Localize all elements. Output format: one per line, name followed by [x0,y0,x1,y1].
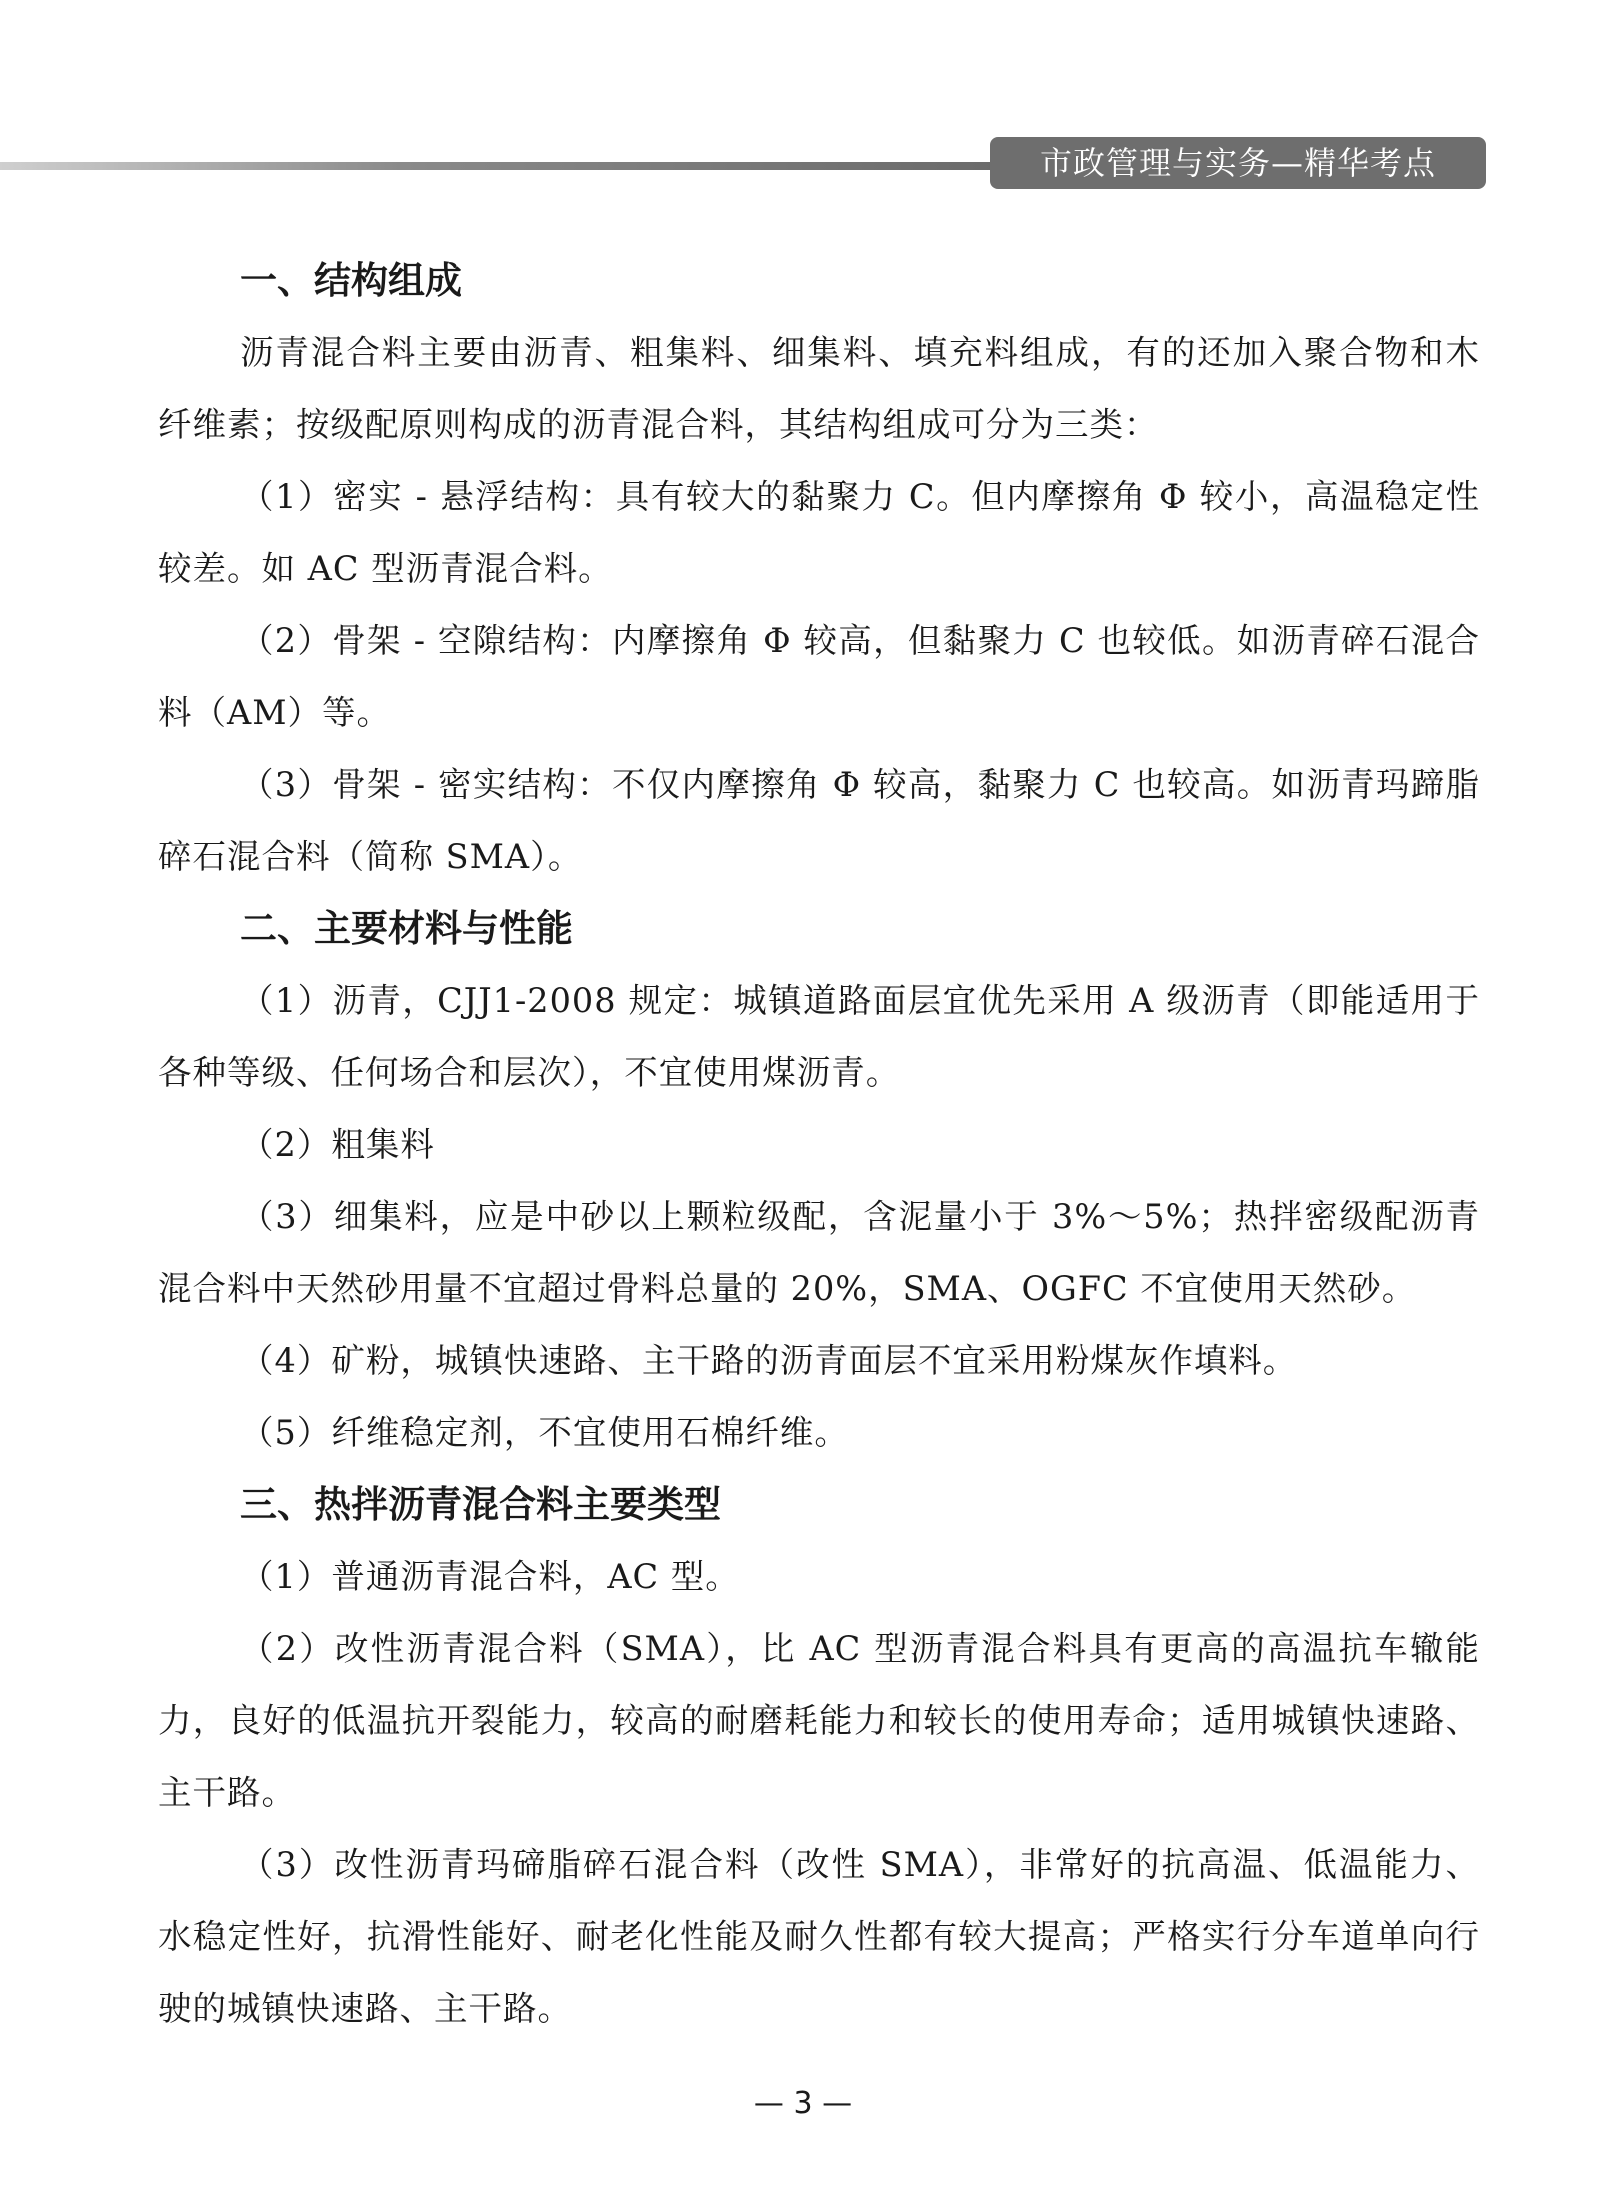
page-number: — 3 — [753,2086,853,2121]
paragraph: （2）骨架 - 空隙结构：内摩擦角 Φ 较高，但黏聚力 C 也较低。如沥青碎石混合料（AM）等。 [158,621,1480,732]
paragraph: （3）改性沥青玛碲脂碎石混合料（改性 SMA），非常好的抗高温、低温能力、水稳定性好，抗滑性能好、耐老化性能及耐久性都有较大提高；严格实行分车道单向行驶的城镇快速路、主干路。 [158,1845,1480,2028]
paragraph: （3）细集料，应是中砂以上颗粒级配，含泥量小于 3%～5%；热拌密级配沥青混合料中天然砂用量不宜超过骨料总量的 20%，SMA、OGFC 不宜使用天然砂。 [158,1197,1480,1308]
section-heading: 一、结构组成 [240,259,462,302]
paragraph: （5）纤维稳定剂，不宜使用石棉纤维。 [240,1413,849,1452]
paragraph: （4）矿粉，城镇快速路、主干路的沥青面层不宜采用粉煤灰作填料。 [240,1341,1298,1380]
paragraph: （1）普通沥青混合料，AC 型。 [240,1557,740,1596]
page-body [158,245,1480,2045]
header-rule [0,162,1000,170]
paragraph: （2）改性沥青混合料（SMA），比 AC 型沥青混合料具有更高的高温抗车辙能力，良好的低温抗开裂能力，较高的耐磨耗能力和较长的使用寿命；适用城镇快速路、主干路。 [158,1629,1480,1812]
paragraph: （1）密实 - 悬浮结构：具有较大的黏聚力 C。但内摩擦角 Φ 较小，高温稳定性较差。如 AC 型沥青混合料。 [158,477,1480,588]
paragraph: （1）沥青，CJJ1-2008 规定：城镇道路面层宜优先采用 A 级沥青（即能适用于各种等级、任何场合和层次），不宜使用煤沥青。 [158,981,1480,1092]
paragraph: （3）骨架 - 密实结构：不仅内摩擦角 Φ 较高，黏聚力 C 也较高。如沥青玛蹄脂碎石混合料（简称 SMA）。 [158,765,1480,876]
section-heading: 二、主要材料与性能 [240,907,573,950]
paragraph: 沥青混合料主要由沥青、粗集料、细集料、填充料组成，有的还加入聚合物和木纤维素；按级配原则构成的沥青混合料，其结构组成可分为三类： [158,333,1480,444]
paragraph: （2）粗集料 [240,1125,435,1164]
section-heading: 三、热拌沥青混合料主要类型 [240,1483,721,1526]
running-header-title: 市政管理与实务—精华考点 [990,137,1486,189]
